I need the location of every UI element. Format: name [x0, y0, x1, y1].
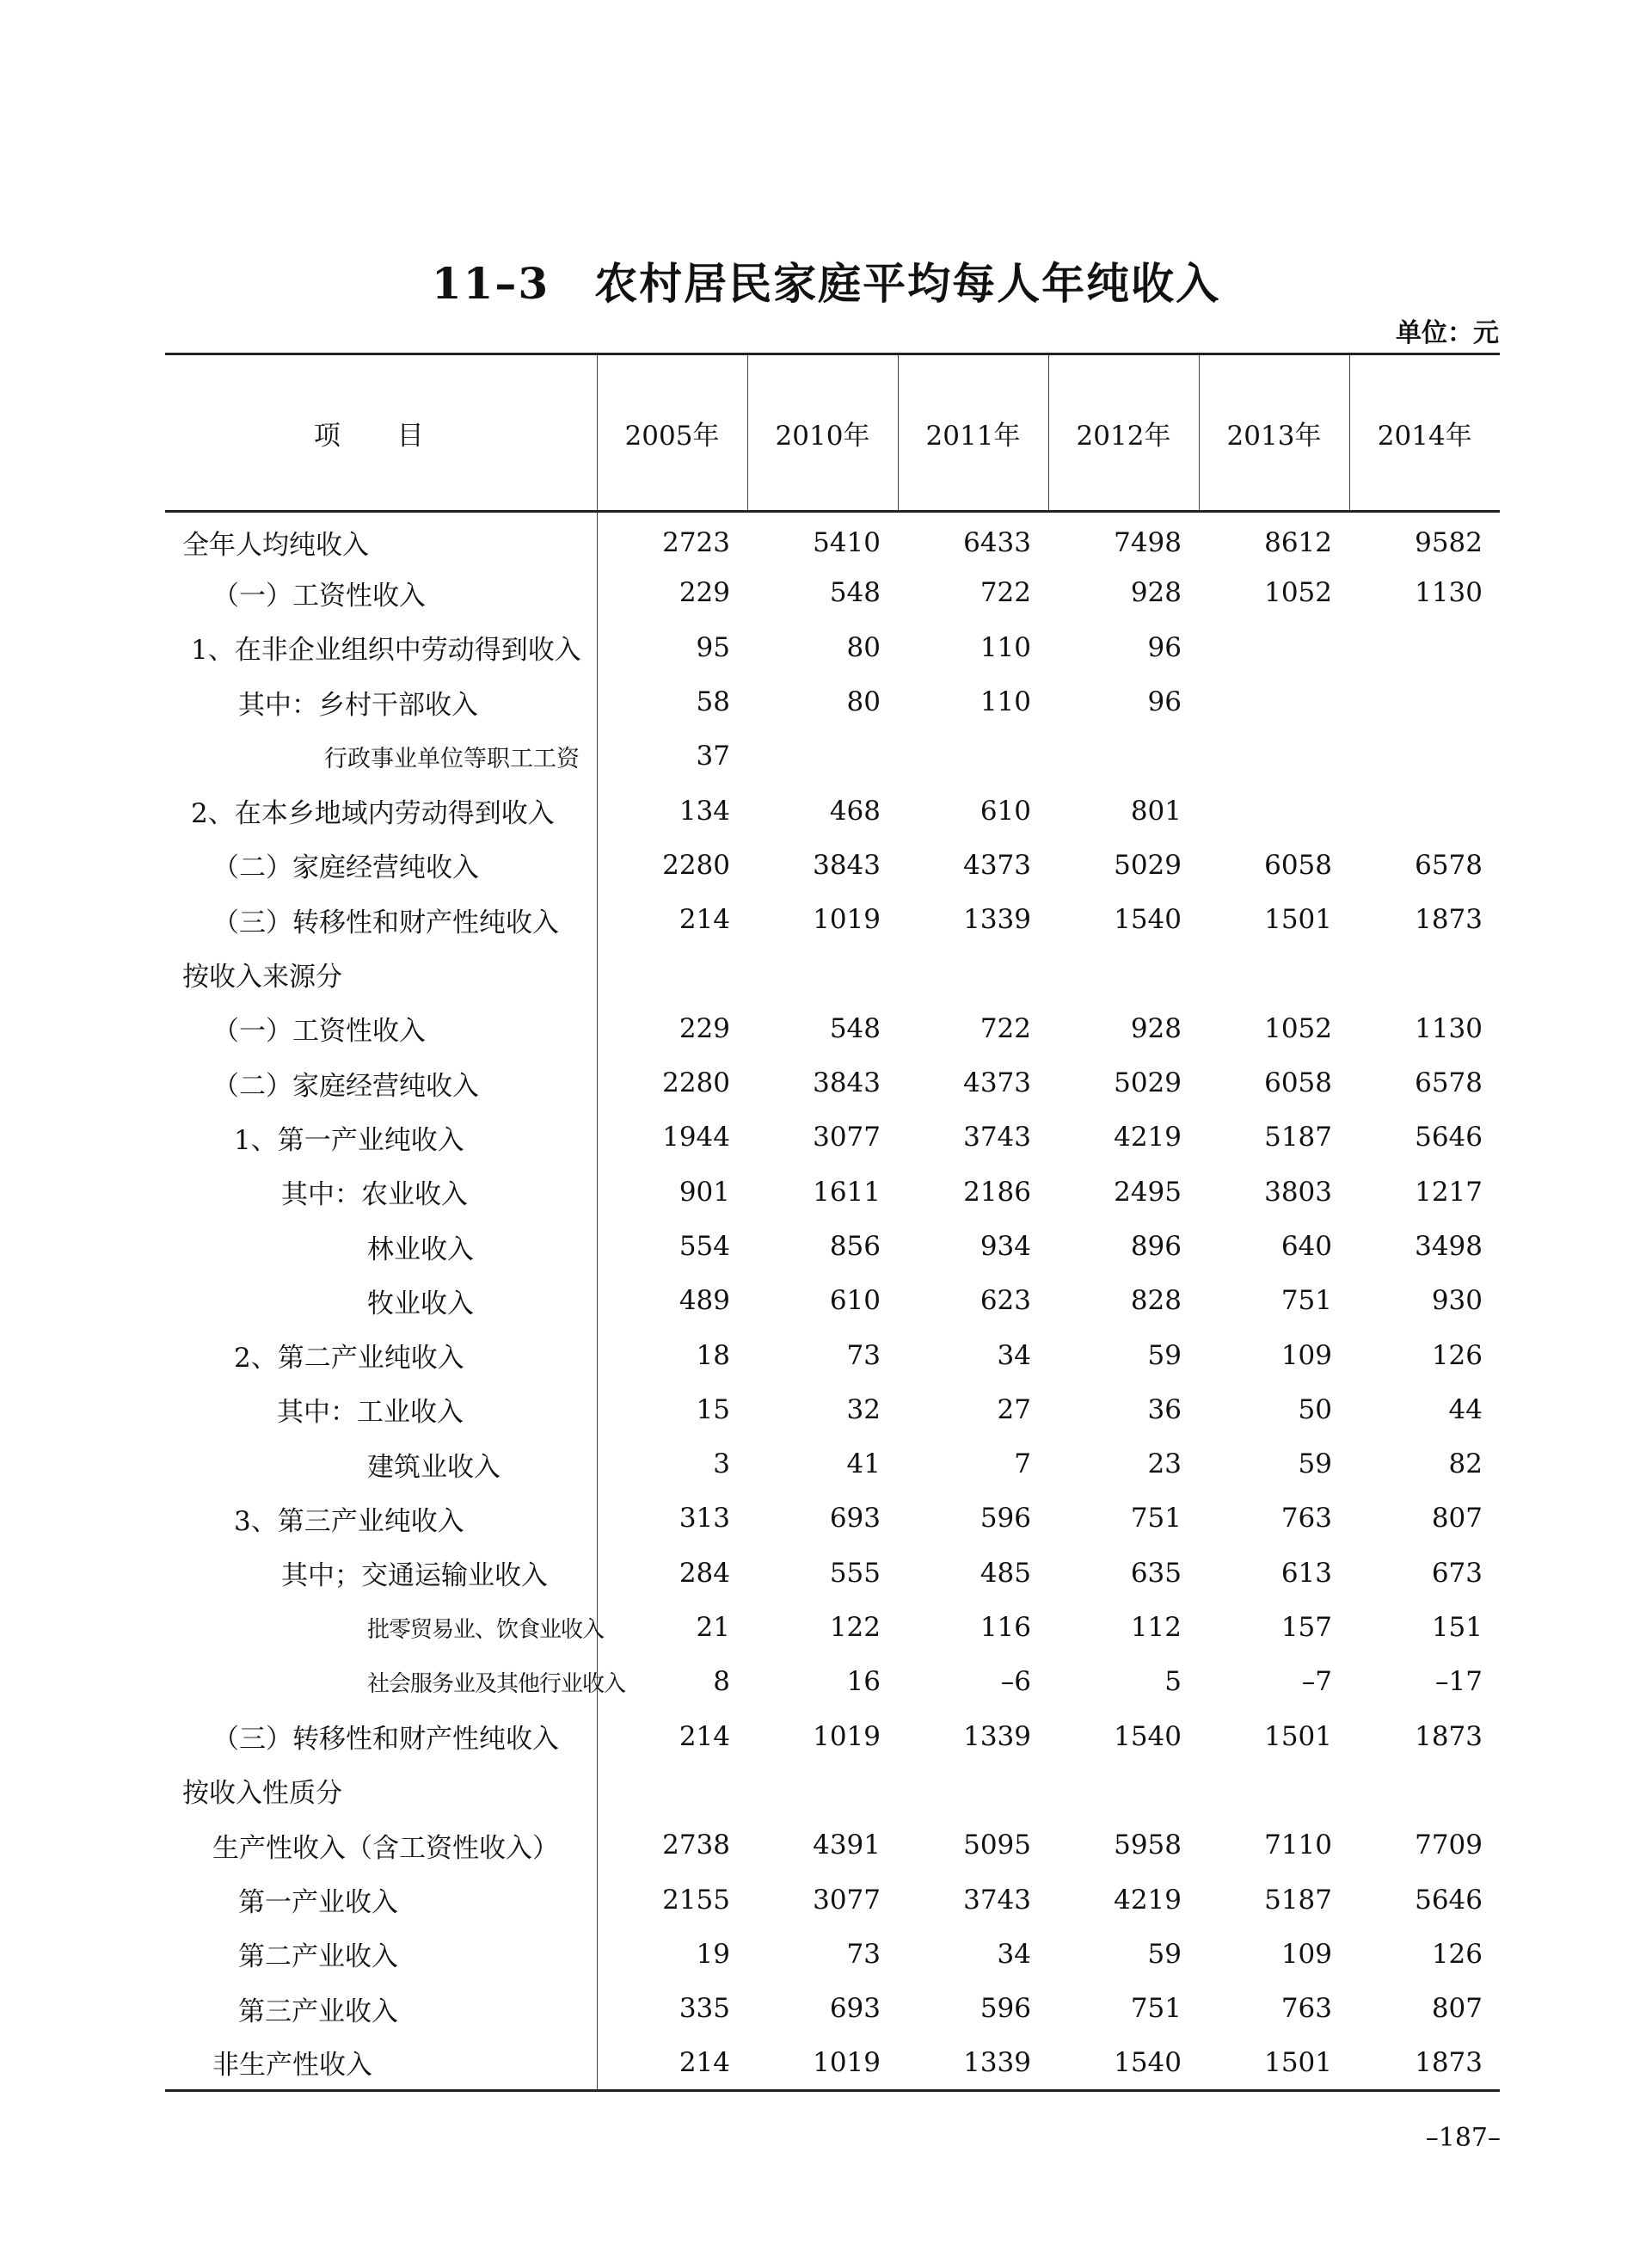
cell-value — [1048, 947, 1199, 1001]
cell-value: 1873 — [1349, 2036, 1500, 2090]
cell-value: 928 — [1130, 1012, 1182, 1044]
cell-value: 95 — [696, 631, 730, 663]
table-row — [165, 784, 1500, 838]
cell-value: 5029 — [1114, 1067, 1182, 1099]
cell-value: 548 — [829, 577, 881, 609]
row-label: 3、第三产业纯收入 — [165, 1491, 597, 1546]
cell-value: 44 — [1448, 1393, 1483, 1425]
cell-value: 5958 — [1114, 1830, 1182, 1861]
row-label: 牧业收入 — [165, 1274, 597, 1328]
header-year: 2013年 — [1199, 354, 1349, 512]
cell-value: 110 — [980, 686, 1031, 718]
row-label: 2、在本乡地域内劳动得到收入 — [165, 784, 597, 838]
cell-value: 763 — [1280, 1503, 1332, 1534]
cell-value: 596 — [980, 1993, 1031, 2025]
cell-value: 2738 — [662, 1830, 730, 1861]
cell-value: 6058 — [1264, 849, 1332, 881]
cell-value: 7709 — [1415, 1830, 1483, 1861]
cell-value: 7110 — [1264, 1830, 1332, 1861]
cell-value: 1339 — [963, 1720, 1031, 1752]
cell-value: 2495 — [1114, 1176, 1182, 1208]
cell-value — [898, 1763, 1048, 1817]
cell-value: 640 — [1280, 1231, 1332, 1262]
page-number: –187– — [1425, 2123, 1501, 2153]
cell-value: 751 — [1130, 1503, 1182, 1534]
table-row — [165, 1600, 1500, 1654]
row-label: 1、在非企业组织中劳动得到收入 — [165, 620, 597, 674]
header-row — [165, 354, 1500, 512]
table-row — [165, 1491, 1500, 1546]
table-row — [165, 1437, 1500, 1491]
cell-value: 59 — [1298, 1448, 1332, 1480]
header-year: 2010年 — [747, 354, 898, 512]
cell-value: 928 — [1130, 577, 1182, 609]
cell-value: 896 — [1130, 1231, 1182, 1262]
cell-value: 313 — [679, 1503, 730, 1534]
cell-value: 1019 — [813, 1720, 881, 1752]
cell-value: 1339 — [963, 904, 1031, 936]
table-row — [165, 1382, 1500, 1436]
cell-value — [1349, 1763, 1500, 1817]
row-label: （二）家庭经营纯收入 — [165, 838, 597, 892]
table-row — [165, 512, 1500, 566]
cell-value: 73 — [846, 1938, 881, 1970]
cell-value: 468 — [829, 795, 881, 827]
cell-value: 3843 — [813, 849, 881, 881]
cell-value: 6578 — [1415, 1067, 1483, 1099]
cell-value: 284 — [679, 1557, 730, 1589]
cell-value: 109 — [1280, 1938, 1332, 1970]
cell-value: 109 — [1280, 1339, 1332, 1371]
table-row — [165, 2036, 1500, 2090]
cell-value: 122 — [829, 1612, 881, 1644]
cell-value: 1052 — [1264, 1012, 1332, 1044]
cell-value: 4219 — [1114, 1122, 1182, 1153]
cell-value: 112 — [1130, 1612, 1182, 1644]
cell-value: 610 — [829, 1285, 881, 1317]
row-label: 其中；交通运输业收入 — [165, 1546, 597, 1600]
cell-value: 2723 — [662, 526, 730, 558]
cell-value: 3843 — [813, 1067, 881, 1099]
cell-value: 5029 — [1114, 849, 1182, 881]
table-number: 11–3 — [431, 258, 550, 309]
cell-value: 751 — [1280, 1285, 1332, 1317]
cell-value: 1130 — [1415, 577, 1483, 609]
cell-value: 36 — [1147, 1393, 1182, 1425]
cell-value: 116 — [980, 1612, 1031, 1644]
cell-value: 229 — [679, 1012, 730, 1044]
cell-value — [898, 947, 1048, 1001]
page-title — [0, 249, 1652, 311]
cell-value: 82 — [1448, 1448, 1483, 1480]
row-label: 批零贸易业、饮食业收入 — [165, 1600, 597, 1654]
row-label: （一）工资性收入 — [165, 1001, 597, 1055]
row-label: （一）工资性收入 — [165, 566, 597, 620]
cell-value: 6058 — [1264, 1067, 1332, 1099]
table-row — [165, 1818, 1500, 1873]
cell-value — [898, 729, 1048, 784]
cell-value: 555 — [829, 1557, 881, 1589]
row-label: 1、第一产业纯收入 — [165, 1110, 597, 1165]
cell-value: 5187 — [1264, 1122, 1332, 1153]
cell-value: 110 — [980, 631, 1031, 663]
cell-value: 8 — [713, 1666, 730, 1698]
row-label: 全年人均纯收入 — [165, 512, 597, 566]
cell-value: 32 — [846, 1393, 881, 1425]
cell-value: 9582 — [1415, 526, 1483, 558]
cell-value: 7 — [1014, 1448, 1031, 1480]
cell-value: 214 — [597, 2036, 747, 2090]
row-label: 其中：工业收入 — [165, 1382, 597, 1436]
cell-value: 15 — [696, 1393, 730, 1425]
cell-value: 214 — [679, 1720, 730, 1752]
table-row — [165, 947, 1500, 1001]
cell-value: 1217 — [1415, 1176, 1483, 1208]
cell-value: 751 — [1130, 1993, 1182, 2025]
cell-value — [597, 1763, 747, 1817]
cell-value: 80 — [846, 631, 881, 663]
income-table — [165, 353, 1500, 2092]
table-row — [165, 1546, 1500, 1600]
table-row — [165, 620, 1500, 674]
cell-value: 3077 — [813, 1122, 881, 1153]
cell-value: 828 — [1130, 1285, 1182, 1317]
cell-value: 96 — [1147, 686, 1182, 718]
cell-value: 1501 — [1264, 1720, 1332, 1752]
cell-value: 1540 — [1114, 1720, 1182, 1752]
cell-value: 126 — [1431, 1339, 1483, 1371]
table-row — [165, 674, 1500, 729]
cell-value: 1501 — [1264, 904, 1332, 936]
row-label: 第二产业收入 — [165, 1927, 597, 1981]
cell-value: 5646 — [1415, 1884, 1483, 1916]
cell-value: 5095 — [963, 1830, 1031, 1861]
cell-value: 59 — [1147, 1938, 1182, 1970]
cell-value — [1199, 1763, 1349, 1817]
cell-value — [1199, 947, 1349, 1001]
cell-value: 59 — [1147, 1339, 1182, 1371]
cell-value — [1349, 947, 1500, 1001]
row-label: （二）家庭经营纯收入 — [165, 1055, 597, 1110]
table-row — [165, 1328, 1500, 1382]
table-row — [165, 566, 1500, 620]
cell-value — [747, 947, 898, 1001]
cell-value: 934 — [980, 1231, 1031, 1262]
table-row — [165, 1763, 1500, 1817]
cell-value — [1349, 729, 1500, 784]
cell-value: 1540 — [1114, 904, 1182, 936]
row-label: 2、第二产业纯收入 — [165, 1328, 597, 1382]
cell-value: 554 — [679, 1231, 730, 1262]
cell-value: 722 — [980, 577, 1031, 609]
cell-value: 4391 — [813, 1830, 881, 1861]
cell-value — [1349, 620, 1500, 674]
table-row — [165, 1982, 1500, 2036]
cell-value: 80 — [846, 686, 881, 718]
cell-value: 613 — [1280, 1557, 1332, 1589]
cell-value: 18 — [696, 1339, 730, 1371]
cell-value: 6433 — [963, 526, 1031, 558]
cell-value: 1873 — [1415, 904, 1483, 936]
header-year: 2005年 — [597, 354, 747, 512]
cell-value: 763 — [1280, 1993, 1332, 2025]
cell-value: 126 — [1431, 1938, 1483, 1970]
cell-value: 693 — [829, 1993, 881, 2025]
table-row — [165, 1927, 1500, 1981]
cell-value — [1199, 784, 1349, 838]
table-row — [165, 1001, 1500, 1055]
row-label: 生产性收入（含工资性收入） — [165, 1818, 597, 1873]
cell-value: 7498 — [1114, 526, 1182, 558]
cell-value: 37 — [696, 741, 730, 772]
cell-value — [747, 1763, 898, 1817]
cell-value: 5410 — [813, 526, 881, 558]
row-label: 第三产业收入 — [165, 1982, 597, 2036]
cell-value: –7 — [1301, 1666, 1332, 1698]
cell-value: 1501 — [1199, 2036, 1349, 2090]
header-year: 2012年 — [1048, 354, 1199, 512]
cell-value: 3743 — [963, 1122, 1031, 1153]
cell-value — [1048, 1763, 1199, 1817]
header-year: 2014年 — [1349, 354, 1500, 512]
cell-value: 23 — [1147, 1448, 1182, 1480]
cell-value: –17 — [1435, 1666, 1483, 1698]
cell-value: 21 — [696, 1612, 730, 1644]
table-row — [165, 1165, 1500, 1219]
row-label: 林业收入 — [165, 1219, 597, 1273]
cell-value: 134 — [679, 795, 730, 827]
cell-value: 214 — [679, 904, 730, 936]
unit-label: 单位：元 — [1396, 318, 1499, 348]
cell-value: 807 — [1431, 1993, 1483, 2025]
cell-value: 1339 — [898, 2036, 1048, 2090]
cell-value: 19 — [696, 1938, 730, 1970]
cell-value: 58 — [696, 686, 730, 718]
cell-value: 41 — [846, 1448, 881, 1480]
cell-value: 16 — [846, 1666, 881, 1698]
table-row — [165, 1110, 1500, 1165]
cell-value: 8612 — [1264, 526, 1332, 558]
cell-value — [1199, 674, 1349, 729]
table-row — [165, 1709, 1500, 1763]
header-year: 2011年 — [898, 354, 1048, 512]
cell-value: 73 — [846, 1339, 881, 1371]
cell-value: 673 — [1431, 1557, 1483, 1589]
cell-value: 930 — [1431, 1285, 1483, 1317]
table-row — [165, 1873, 1500, 1927]
cell-value: 1019 — [813, 904, 881, 936]
cell-value: 1540 — [1048, 2036, 1199, 2090]
cell-value: 335 — [679, 1993, 730, 2025]
cell-value: 856 — [829, 1231, 881, 1262]
cell-value: 3803 — [1264, 1176, 1332, 1208]
cell-value: 807 — [1431, 1503, 1483, 1534]
cell-value: 3743 — [963, 1884, 1031, 1916]
cell-value: 151 — [1431, 1612, 1483, 1644]
table-row — [165, 1655, 1500, 1709]
row-label: 按收入来源分 — [165, 947, 597, 1001]
cell-value: 610 — [980, 795, 1031, 827]
cell-value: 3077 — [813, 1884, 881, 1916]
cell-value — [597, 947, 747, 1001]
table-row — [165, 1274, 1500, 1328]
cell-value: 1611 — [813, 1176, 881, 1208]
cell-value: 3 — [713, 1448, 730, 1480]
cell-value: 5187 — [1264, 1884, 1332, 1916]
cell-value: 5646 — [1415, 1122, 1483, 1153]
cell-value: 2280 — [662, 1067, 730, 1099]
row-label: 其中：农业收入 — [165, 1165, 597, 1219]
cell-value: 4373 — [963, 849, 1031, 881]
table-row — [165, 729, 1500, 784]
cell-value: 1019 — [747, 2036, 898, 2090]
table-row — [165, 893, 1500, 947]
table-row — [165, 1219, 1500, 1273]
cell-value: 693 — [829, 1503, 881, 1534]
cell-value — [1199, 729, 1349, 784]
cell-value: 801 — [1130, 795, 1182, 827]
cell-value: 96 — [1147, 631, 1182, 663]
row-label: 其中：乡村干部收入 — [165, 674, 597, 729]
cell-value: 548 — [829, 1012, 881, 1044]
row-label: 第一产业收入 — [165, 1873, 597, 1927]
cell-value — [747, 729, 898, 784]
row-label: （三）转移性和财产性纯收入 — [165, 1709, 597, 1763]
table-body — [165, 512, 1500, 2091]
cell-value: 27 — [997, 1393, 1031, 1425]
cell-value: 1873 — [1415, 1720, 1483, 1752]
row-label: 按收入性质分 — [165, 1763, 597, 1817]
cell-value — [1349, 674, 1500, 729]
cell-value: 2280 — [662, 849, 730, 881]
row-label: 非生产性收入 — [165, 2036, 597, 2090]
cell-value: 1944 — [662, 1122, 730, 1153]
cell-value: 635 — [1130, 1557, 1182, 1589]
row-label: 社会服务业及其他行业收入 — [165, 1655, 597, 1709]
cell-value: 3498 — [1415, 1231, 1483, 1262]
row-label: 建筑业收入 — [165, 1437, 597, 1491]
cell-value — [1199, 620, 1349, 674]
row-label: （三）转移性和财产性纯收入 — [165, 893, 597, 947]
cell-value: 596 — [980, 1503, 1031, 1534]
cell-value: 5 — [1164, 1666, 1182, 1698]
cell-value: –6 — [1000, 1666, 1031, 1698]
table-row — [165, 1055, 1500, 1110]
cell-value — [1048, 729, 1199, 784]
table-title: 农村居民家庭平均每人年纯收入 — [594, 258, 1221, 309]
cell-value: 34 — [997, 1339, 1031, 1371]
cell-value: 1130 — [1415, 1012, 1483, 1044]
cell-value: 4373 — [963, 1067, 1031, 1099]
cell-value: 722 — [980, 1012, 1031, 1044]
cell-value: 6578 — [1415, 849, 1483, 881]
cell-value: 1052 — [1264, 577, 1332, 609]
cell-value: 4219 — [1114, 1884, 1182, 1916]
cell-value: 485 — [980, 1557, 1031, 1589]
row-label: 行政事业单位等职工工资 — [165, 729, 597, 784]
header-item: 项 目 — [165, 354, 597, 512]
cell-value — [1349, 784, 1500, 838]
cell-value: 901 — [679, 1176, 730, 1208]
cell-value: 2186 — [963, 1176, 1031, 1208]
cell-value: 229 — [679, 577, 730, 609]
cell-value: 2155 — [662, 1884, 730, 1916]
cell-value: 489 — [679, 1285, 730, 1317]
cell-value: 50 — [1298, 1393, 1332, 1425]
cell-value: 623 — [980, 1285, 1031, 1317]
cell-value: 157 — [1280, 1612, 1332, 1644]
table-row — [165, 838, 1500, 892]
cell-value: 34 — [997, 1938, 1031, 1970]
